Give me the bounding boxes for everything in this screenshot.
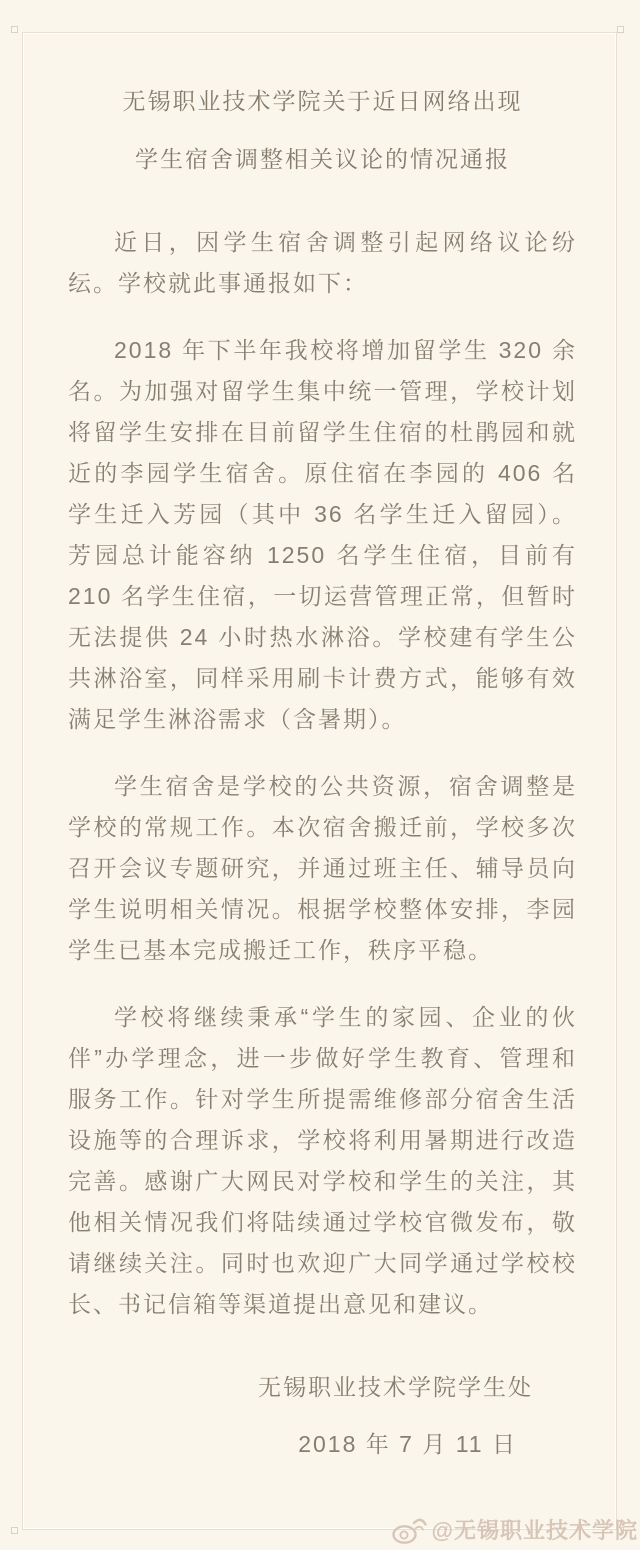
notice-title-line1: 无锡职业技术学院关于近日网络出现 [122, 88, 523, 114]
notice-paragraph-4: 学校将继续秉承“学生的家园、企业的伙伴”办学理念，进一步做好学生教育、管理和服务工作。针对学生所提需维修部分宿舍生活设施等的合理诉求，学校将利用暑期进行改造完善。感谢广大网民对学校和学生的关注，其他相关情况我们将陆续通过学校官微发布，敬请继续关注。同时也欢迎广大同学通过学校校长、书记信箱等渠道提出意见和建议。 [68, 1004, 577, 1317]
notice-title [68, 72, 577, 188]
notice-document [68, 32, 577, 1465]
frame-corner-handle-top-right [617, 26, 624, 33]
notice-signature: 无锡职业技术学院学生处 [258, 1374, 533, 1400]
weibo-icon [391, 1515, 427, 1545]
notice-paragraph-1: 近日，因学生宿舍调整引起网络议论纷纭。学校就此事通报如下： [68, 229, 577, 296]
notice-title-line2: 学生宿舍调整相关议论的情况通报 [135, 146, 510, 172]
frame-corner-handle-bottom-left [11, 1527, 18, 1534]
notice-paragraph-3: 学生宿舍是学校的公共资源，宿舍调整是学校的常规工作。本次宿舍搬迁前，学校多次召开会议专题研究，并通过班主任、辅导员向学生说明相关情况。根据学校整体安排，李园学生已基本完成搬迁工作，秩序平稳。 [68, 773, 577, 963]
weibo-watermark [391, 1514, 638, 1545]
notice-paragraph-2: 2018 年下半年我校将增加留学生 320 余名。为加强对留学生集中统一管理，学校计划将留学生安排在目前留学生住宿的杜鹃园和就近的李园学生宿舍。原住宿在李园的 406 名学生迁入芳园（其中 36 名学生迁入留园）。芳园总计能容纳 1250 名学生住宿，目前有 210 名学生住宿，一切运营管理正常，但暂时无法提供 24 小时热水淋浴。学校建有学生公共淋浴室，同样采用刷卡计费方式，能够有效满足学生淋浴需求（含暑期）。 [68, 337, 577, 732]
weibo-watermark-text: @无锡职业技术学院 [431, 1518, 638, 1543]
notice-date: 2018 年 7 月 11 日 [298, 1431, 517, 1457]
frame-corner-handle-top-left [11, 26, 18, 33]
